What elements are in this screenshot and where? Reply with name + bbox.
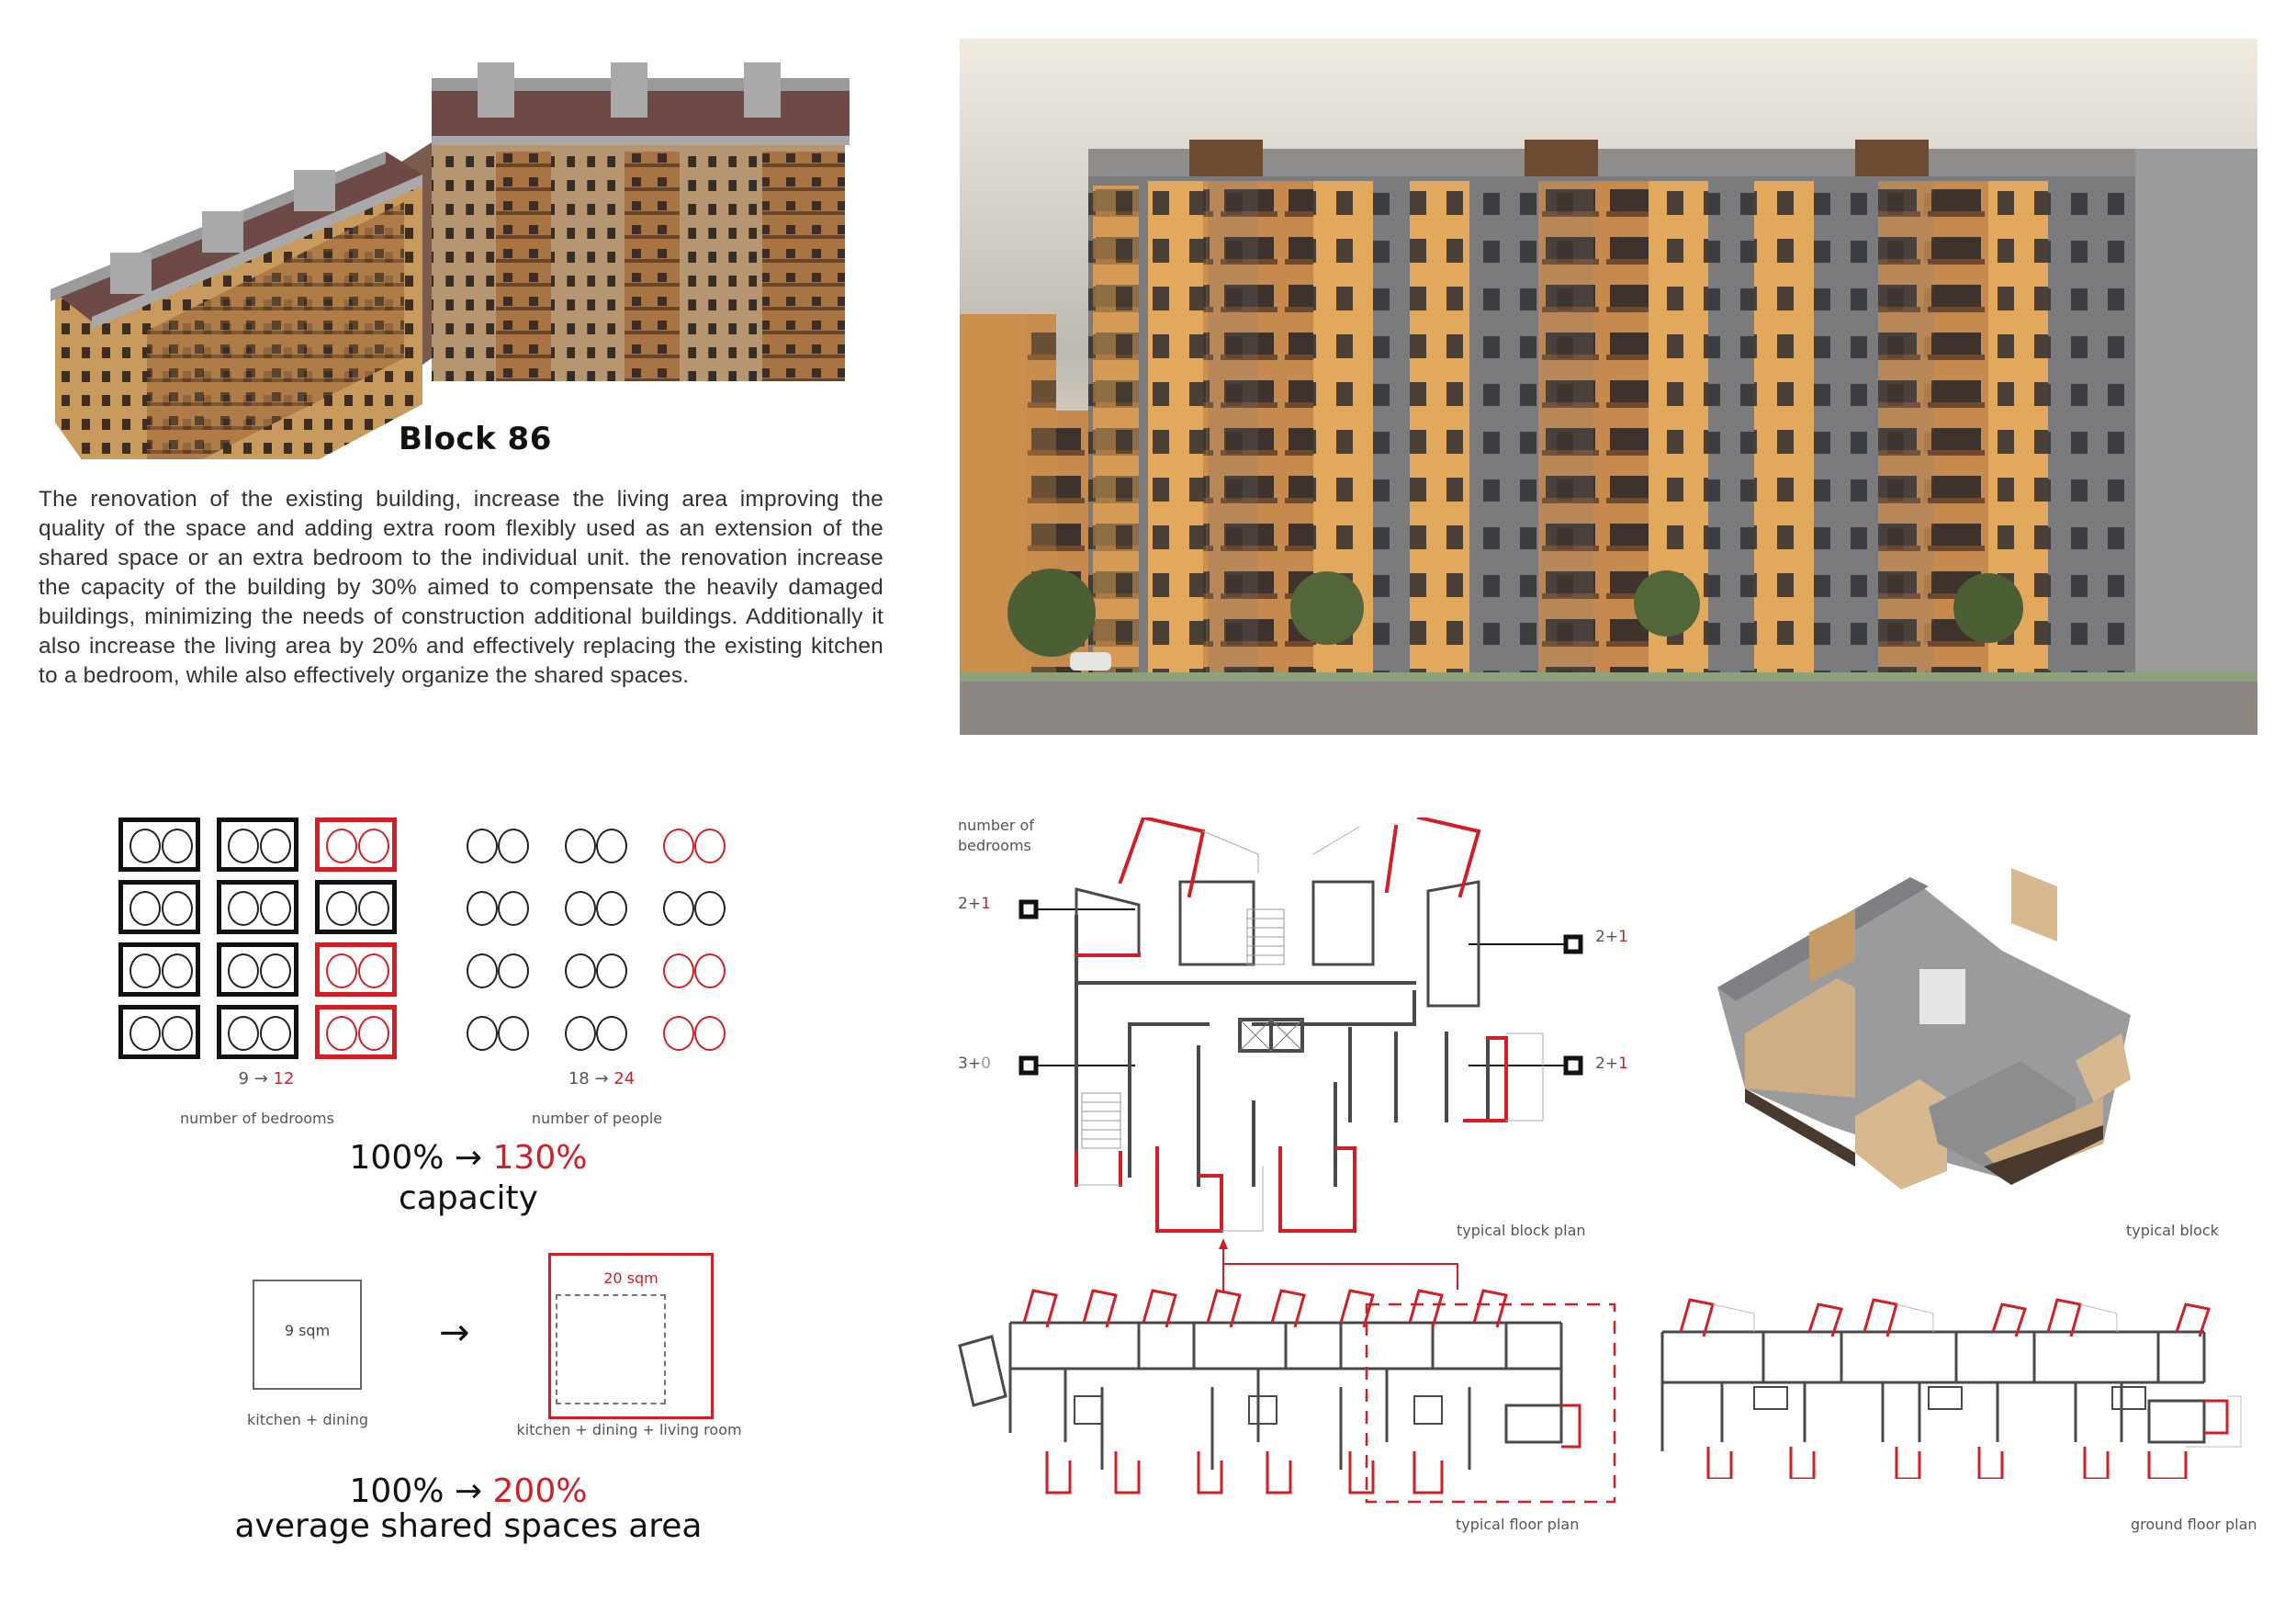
bedroom-added	[315, 818, 397, 872]
kitchen-before-box	[253, 1280, 362, 1390]
person-pair-existing	[467, 829, 540, 863]
arrow-icon: →	[454, 1139, 483, 1177]
area-before: 9 sqm	[284, 1322, 331, 1339]
bedroom-added	[315, 1005, 397, 1059]
unit-label-right-2: 2+1	[1595, 1054, 1628, 1073]
detail-pointer	[1219, 1238, 1494, 1293]
bedroom-existing	[118, 818, 200, 872]
typical-block-plan-drawing	[1010, 818, 1598, 1268]
people-count	[542, 1069, 661, 1088]
building-isometric-render	[37, 55, 882, 459]
person-pair-added	[663, 953, 737, 988]
bedrooms-after: 12	[273, 1069, 295, 1088]
person-pair-existing	[467, 1016, 540, 1051]
person-pair-existing	[565, 829, 638, 863]
original-area-outline	[556, 1294, 666, 1404]
shared-space-summary	[312, 1472, 625, 1510]
bedroom-added	[315, 942, 397, 997]
ground-floor-plan-caption: ground floor plan	[2131, 1516, 2257, 1533]
bedroom-existing	[217, 942, 298, 997]
typical-block-axonometric	[1708, 850, 2241, 1217]
person-pair-existing	[565, 1016, 638, 1051]
bedrooms-count	[211, 1069, 321, 1088]
street-view-render	[960, 39, 2257, 735]
arrow-icon: →	[594, 1069, 609, 1088]
capacity-label: capacity	[399, 1179, 538, 1217]
typical-floor-plan-drawing	[955, 1286, 1626, 1506]
arrow-icon: →	[253, 1069, 268, 1088]
bedroom-existing	[217, 1005, 298, 1059]
person-pair-existing	[565, 891, 638, 926]
person-pair-existing	[663, 891, 737, 926]
project-description: The renovation of the existing building, increase the living area improving the quality of the space and adding extra room flexibly used as an extension of the shared space or an extra bedroom to the individual unit. the renovation increase the capacity of the building by 30% aimed to compensate the heavily damaged buildings, minimizing the needs of construction additional buildings. Additionally it also increase the living area by 20% and effectively replacing the existing kitchen to a bedroom, while also effectively organize the shared spaces.	[39, 487, 884, 688]
shared-after: 200%	[492, 1472, 588, 1510]
bedroom-existing	[217, 818, 298, 872]
bedroom-existing	[118, 1005, 200, 1059]
area-after: 20 sqm	[603, 1269, 658, 1287]
bedrooms-caption: number of bedrooms	[180, 1110, 334, 1127]
people-before: 18	[568, 1069, 590, 1088]
person-pair-existing	[565, 953, 638, 988]
arrow-icon: →	[454, 1472, 483, 1510]
people-caption: number of people	[531, 1110, 663, 1127]
page-title: Block 86	[399, 421, 552, 457]
bedroom-existing	[118, 942, 200, 997]
capacity-summary	[312, 1139, 625, 1177]
block-plan-caption: typical block plan	[1457, 1222, 1586, 1239]
ground-floor-plan-drawing	[1653, 1295, 2268, 1479]
person-pair-added	[663, 829, 737, 863]
kitchen-before-label: kitchen + dining	[247, 1411, 368, 1428]
person-pair-existing	[467, 953, 540, 988]
typical-floor-plan-caption: typical floor plan	[1456, 1516, 1580, 1533]
legend-title-line-1: number of	[958, 817, 1034, 834]
unit-label-left-1: 2+1	[958, 895, 991, 913]
unit-label-right-1: 2+1	[1595, 928, 1628, 946]
kitchen-after-label: kitchen + dining + living room	[516, 1421, 742, 1438]
bedrooms-diagram	[118, 818, 412, 1066]
shared-space-label: average shared spaces area	[234, 1507, 703, 1545]
unit-label-left-2: 3+0	[958, 1054, 991, 1073]
legend-title-line-2: bedrooms	[958, 837, 1031, 854]
arrow-icon: →	[439, 1312, 470, 1354]
person-pair-existing	[467, 891, 540, 926]
people-after: 24	[613, 1069, 636, 1088]
person-pair-added	[663, 1016, 737, 1051]
bedroom-existing	[315, 880, 397, 934]
bedrooms-before: 9	[238, 1069, 249, 1088]
capacity-before: 100%	[349, 1139, 445, 1177]
shared-before: 100%	[349, 1472, 445, 1510]
bedroom-existing	[118, 880, 200, 934]
capacity-after: 130%	[492, 1139, 588, 1177]
bedroom-existing	[217, 880, 298, 934]
people-diagram	[467, 829, 742, 1067]
kitchen-after-box	[548, 1253, 714, 1419]
axonometric-caption: typical block	[2126, 1222, 2219, 1239]
